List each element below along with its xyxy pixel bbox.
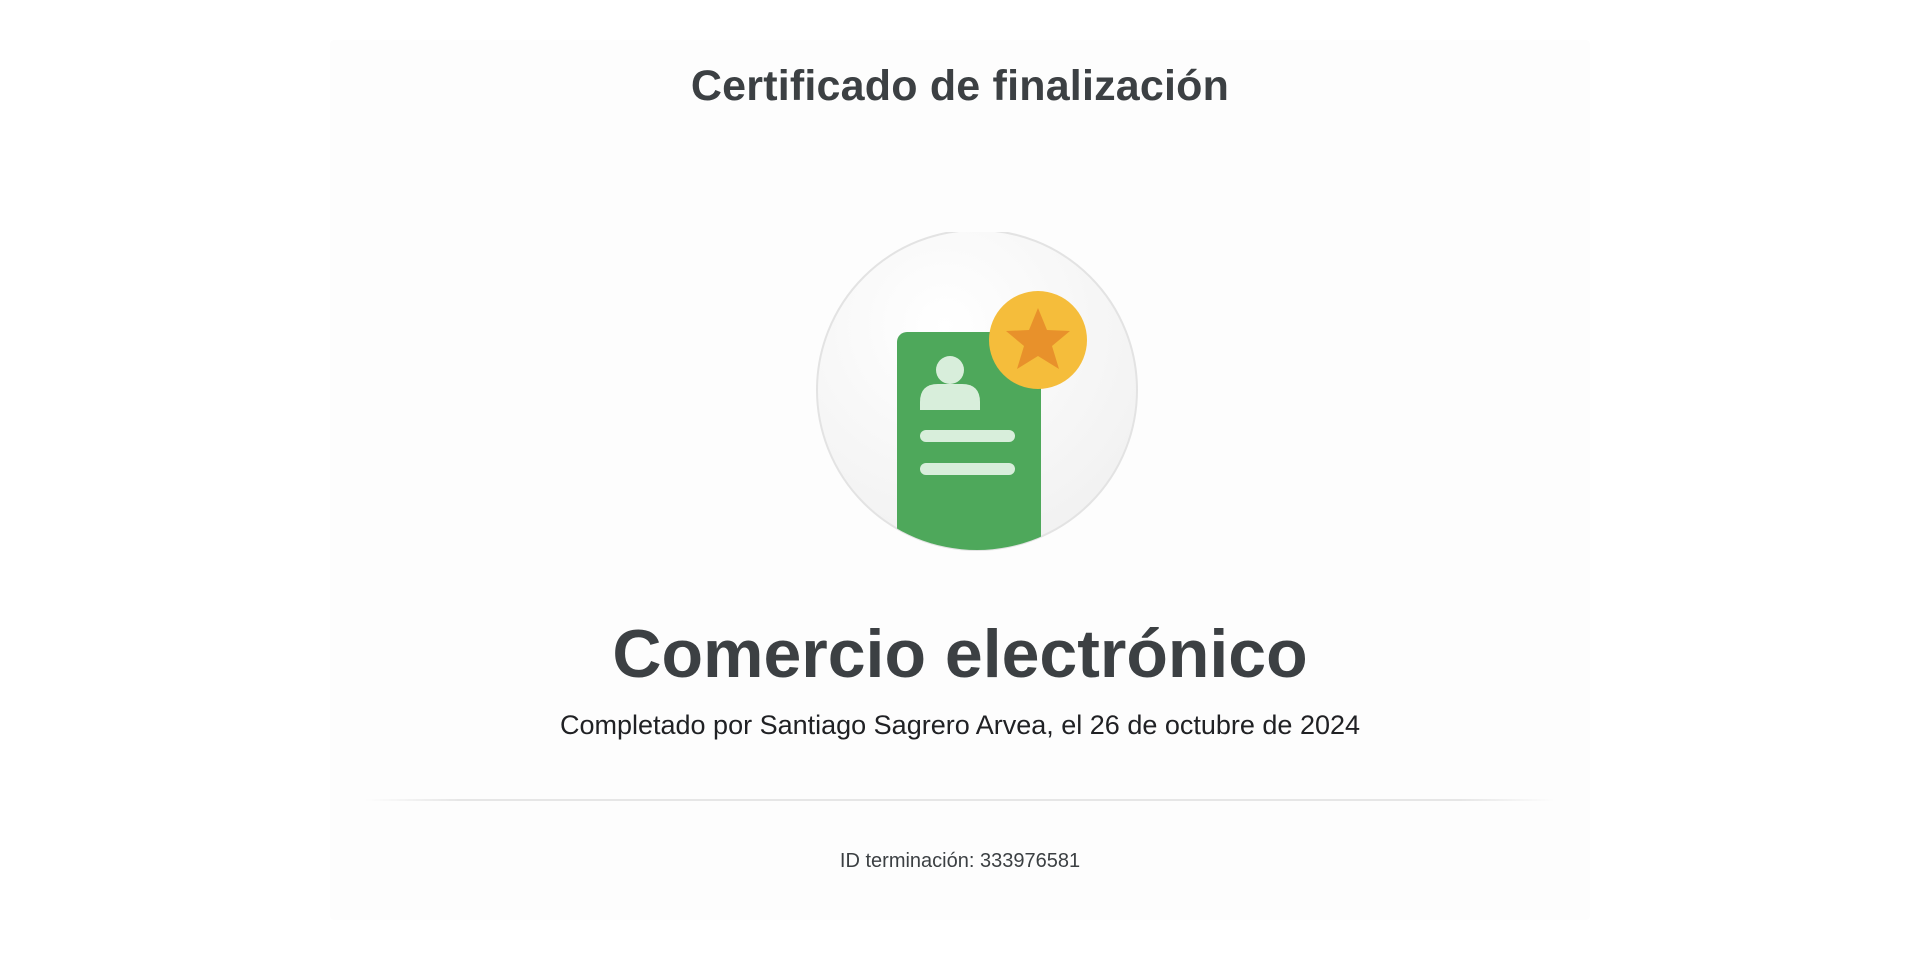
completed-by-text: Completado por Santiago Sagrero Arvea, el 26 de octubre de 2024 xyxy=(559,710,1361,740)
completion-id: ID terminación: 333976581 xyxy=(839,850,1081,872)
divider xyxy=(365,799,1555,801)
avatar-head-shape xyxy=(936,356,964,384)
certificate-badge xyxy=(812,232,1142,562)
certificate-heading: Certificado de finalización xyxy=(690,62,1230,110)
text-line-shape-2 xyxy=(920,463,1015,475)
avatar-body-shape xyxy=(920,384,980,410)
course-name: Comercio electrónico xyxy=(612,616,1308,692)
text-line-shape-1 xyxy=(920,430,1015,442)
certificate-badge-icon xyxy=(812,232,1142,562)
